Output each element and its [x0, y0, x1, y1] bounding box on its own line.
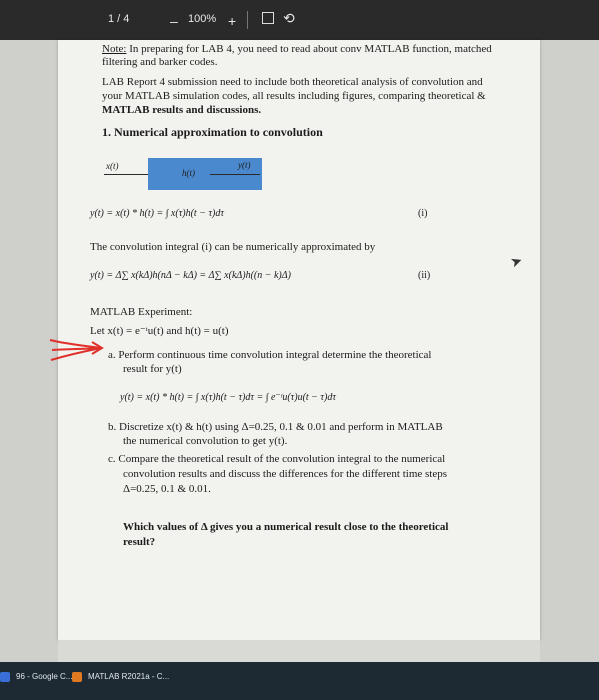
note-text-line2: filtering and barker codes.: [102, 56, 218, 68]
chrome-icon: [0, 672, 10, 682]
zoom-in-button[interactable]: +: [228, 13, 237, 29]
red-arrow-annotation: [46, 330, 106, 366]
equation-2-number: (ii): [418, 270, 431, 281]
document-page: [58, 40, 540, 640]
taskbar-item-matlab[interactable]: [72, 670, 169, 684]
item-c-line3: Δ=0.25, 0.1 & 0.01.: [123, 483, 211, 495]
page-indicator[interactable]: 1 / 4: [108, 13, 130, 25]
equation-1: y(t) = x(t) * h(t) = ∫ x(τ)h(t − τ)dτ: [90, 208, 224, 219]
viewer-toolbar: [0, 0, 599, 40]
taskbar-item-matlab-label: MATLAB R2021a - C...: [88, 672, 170, 681]
equation-1-number: (i): [418, 208, 428, 219]
note-text-line1: In preparing for LAB 4, you need to read about conv MATLAB function, matched: [126, 43, 492, 55]
rotate-icon[interactable]: ⟲: [283, 10, 295, 26]
taskbar-item-chrome[interactable]: [0, 670, 72, 684]
taskbar: [0, 662, 599, 700]
report-line2: your MATLAB simulation codes, all results including figures, comparing theoretical &: [102, 90, 486, 102]
item-b-line2: the numerical convolution to get y(t).: [123, 435, 288, 447]
matlab-icon: [72, 672, 82, 682]
item-b-line1: b. Discretize x(t) & h(t) using Δ=0.25, 0.1 & 0.01 and perform in MATLAB: [108, 421, 443, 433]
item-c-line2: convolution results and discuss the differences for the different time steps: [123, 468, 448, 480]
item-a-line1: a. Perform continuous time convolution integral determine the theoretical: [108, 349, 432, 361]
question-line2: result?: [123, 536, 156, 548]
toolbar-divider: [247, 11, 248, 29]
zoom-out-button[interactable]: –: [170, 13, 178, 29]
fit-page-icon[interactable]: [262, 12, 274, 24]
let-statement: Let x(t) = e⁻ᵗu(t) and h(t) = u(t): [90, 325, 229, 337]
mouse-cursor-icon: ➤: [508, 253, 525, 272]
equation-3: y(t) = x(t) * h(t) = ∫ x(τ)h(t − τ)dτ = ∫ e⁻ᵗu(τ)u(t − τ)dτ: [120, 392, 336, 403]
question-line1: Which values of Δ gives you a numerical result close to the theoretical: [123, 521, 449, 533]
approx-text: The convolution integral (i) can be numerically approximated by: [90, 241, 376, 253]
input-line: [104, 174, 148, 175]
report-line3: MATLAB results and discussions.: [102, 104, 262, 116]
note-paragraph: [102, 42, 492, 56]
note-label: Note:: [102, 43, 127, 55]
report-line1: LAB Report 4 submission need to include both theoretical analysis of convolution and: [102, 76, 483, 88]
experiment-heading: MATLAB Experiment:: [90, 306, 193, 318]
item-c-line1: c. Compare the theoretical result of the convolution integral to the numerical: [108, 453, 446, 465]
block-input-label: x(t): [106, 161, 119, 171]
item-a-line2: result for y(t): [123, 363, 182, 375]
block-output-label: y(t): [238, 160, 251, 170]
next-page-edge: [58, 640, 540, 662]
block-system-label: h(t): [182, 168, 195, 178]
output-line: [210, 174, 260, 175]
taskbar-item-chrome-label: 96 - Google C...: [16, 672, 73, 681]
zoom-level: 100%: [188, 13, 217, 25]
section-heading: 1. Numerical approximation to convolution: [102, 125, 323, 139]
equation-2: y(t) = Δ∑ x(kΔ)h(nΔ − kΔ) = Δ∑ x(kΔ)h((n − k)Δ): [90, 270, 291, 281]
